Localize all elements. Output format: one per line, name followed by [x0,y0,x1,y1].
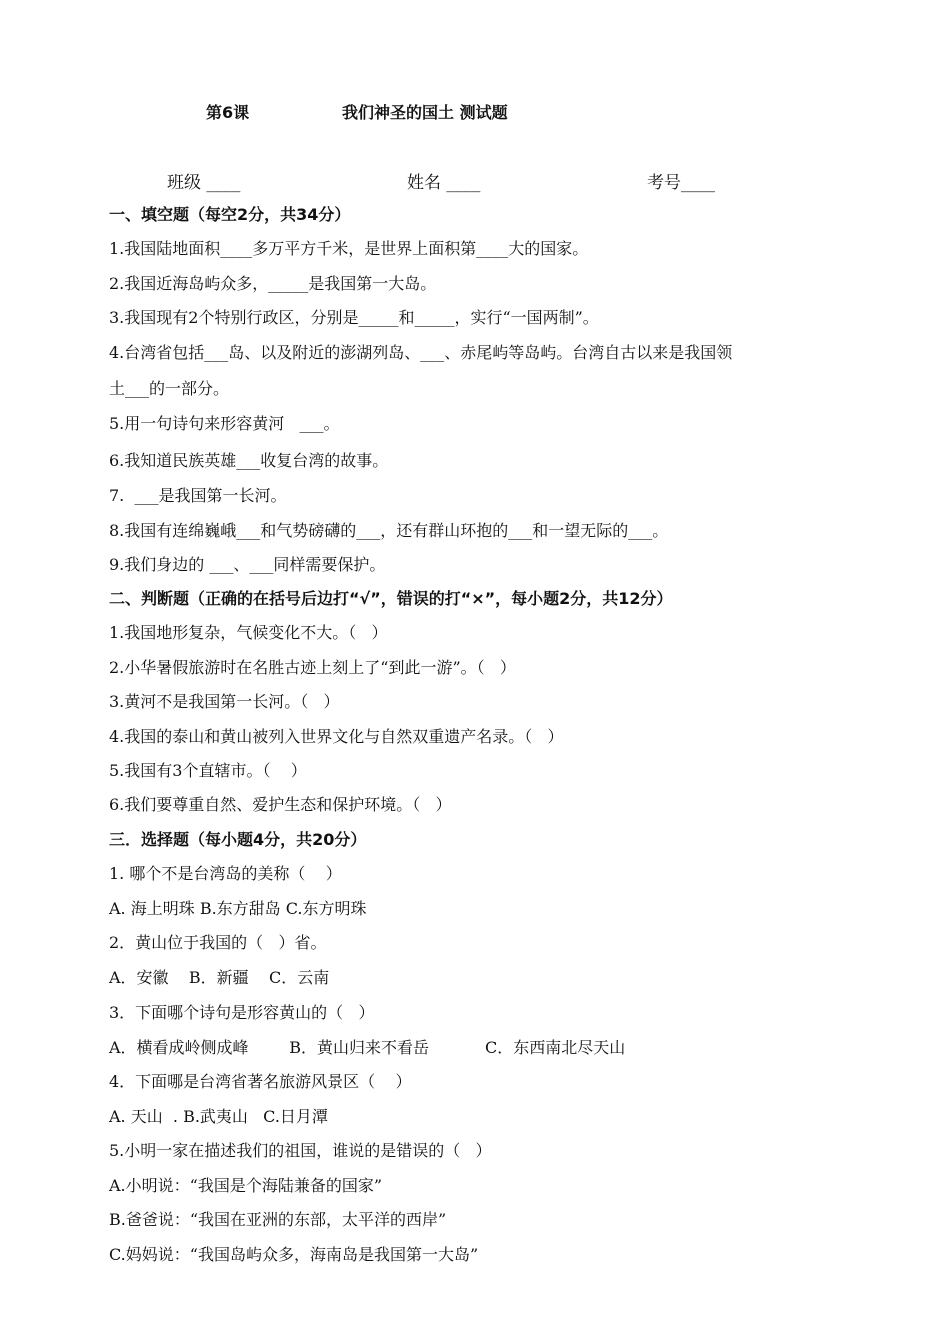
question-line: 3.我国现有2个特别行政区，分别是_____和_____，实行“一国两制”。 [109,308,599,327]
lesson-title: 我们神圣的国土 测试题 [342,103,508,122]
question-line: 5.我国有3个直辖市。（ ） [109,761,307,780]
question-line: 2．黄山位于我国的（ ）省。 [109,933,327,952]
question-line: 9.我们身边的 ___、___同样需要保护。 [109,555,386,574]
question-line: 2.小华暑假旅游时在名胜古迹上刻上了“到此一游”。（ ） [109,658,516,677]
page-title [0,100,950,124]
question-line: 4.我国的泰山和黄山被列入世界文化与自然双重遗产名录。（ ） [109,727,564,746]
question-line: 1. 哪个不是台湾岛的美称（ ） [109,864,342,883]
question-line: 4.台湾省包括___岛、以及附近的澎湖列岛、___、赤尾屿等岛屿。台湾自古以来是我国领 [109,343,733,362]
exam-number-label: 考号____ [647,173,715,193]
section-heading-true-false: 二、判断题（正确的在括号后边打“√”，错误的打“×”，每小题2分，共12分） [109,589,673,608]
question-line: 2.我国近海岛屿众多，_____是我国第一大岛。 [109,274,437,293]
question-line: 8.我国有连绵巍峨___和气势磅礴的___，还有群山环抱的___和一望无际的___。 [109,521,669,540]
question-line: 1.我国陆地面积____多万平方千米，是世界上面积第____大的国家。 [109,239,589,258]
question-line: 6.我们要尊重自然、爱护生态和保护环境。（ ） [109,795,452,814]
answer-options: A. 海上明珠 B.东方甜岛 C.东方明珠 [109,899,367,918]
lesson-number: 第6课 [206,103,250,122]
question-line: 5.用一句诗句来形容黄河 ___。 [109,414,340,433]
answer-options: A.小明说：“我国是个海陆兼备的国家” [109,1176,383,1195]
class-label: 班级 ____ [167,173,241,193]
section-heading-fill-blank: 一、填空题（每空2分，共34分） [109,205,351,224]
question-line: 1.我国地形复杂，气候变化不大。（ ） [109,623,388,642]
question-line: 3．下面哪个诗句是形容黄山的（ ） [109,1003,375,1022]
student-info-row [0,168,950,192]
answer-options: A．安徽 B．新疆 C．云南 [109,968,330,987]
question-line: 土___的一部分。 [109,379,230,398]
question-line: 7. ___是我国第一长河。 [109,486,287,505]
answer-options: C.妈妈说：“我国岛屿众多，海南岛是我国第一大岛” [109,1245,479,1264]
question-line: 6.我知道民族英雄___收复台湾的故事。 [109,451,389,470]
question-line: 3.黄河不是我国第一长河。（ ） [109,692,340,711]
section-heading-multiple-choice: 三．选择题（每小题4分，共20分） [109,830,367,849]
name-label: 姓名 ____ [407,173,481,193]
answer-options: B.爸爸说：“我国在亚洲的东部，太平洋的西岸” [109,1210,447,1229]
answer-options: A. 天山 . B.武夷山 C.日月潭 [109,1107,328,1126]
answer-options: A．横看成岭侧成峰 B．黄山归来不看岳 C．东西南北尽天山 [109,1038,626,1057]
question-line: 4．下面哪是台湾省著名旅游风景区（ ） [109,1072,412,1091]
question-line: 5.小明一家在描述我们的祖国，谁说的是错误的（ ） [109,1141,492,1160]
